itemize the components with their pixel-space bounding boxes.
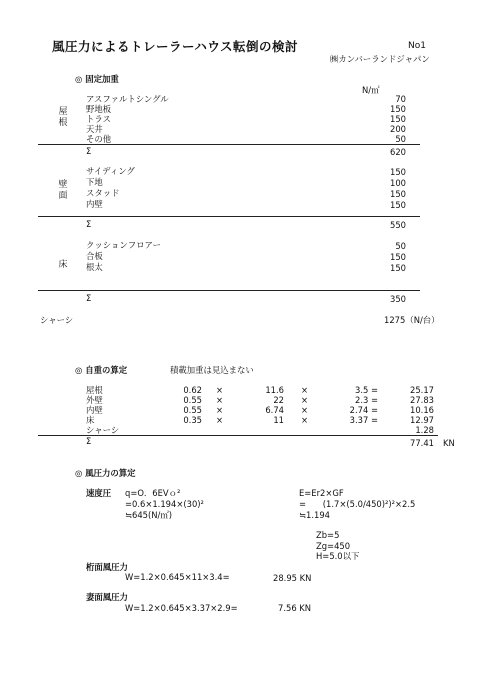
list-item: [86, 241, 161, 249]
multiply-sign: ×: [301, 415, 309, 425]
self-weight-sum: 77.41: [410, 438, 434, 448]
item-value: 200: [390, 124, 406, 134]
table-row-name: 外壁: [86, 395, 103, 405]
e-formula-result: ≒1.194: [299, 510, 331, 520]
factor-c: 3.37 =: [349, 415, 378, 425]
item-name: 天井: [86, 124, 103, 134]
multiply-sign: ×: [301, 385, 309, 395]
item-name: サイディング: [86, 166, 135, 176]
factor-a: 0.55: [183, 405, 202, 415]
zb-value: Zb=5: [316, 530, 340, 540]
chassis-value: 1275（N/台）: [384, 315, 440, 325]
list-item: [86, 263, 103, 271]
item-value: 150: [390, 252, 406, 262]
gable-wind-formula: W=1.2×0.645×3.37×2.9=: [125, 603, 238, 613]
velocity-formula-calc: =0.6×1.194×(30)²: [125, 499, 204, 509]
sum-symbol: Σ: [86, 293, 92, 303]
item-value: 150: [390, 167, 406, 177]
sum-symbol: Σ: [86, 436, 92, 446]
row-result: 1.28: [415, 425, 434, 435]
factor-a: 0.62: [183, 385, 202, 395]
e-formula: E=Er2×GF: [299, 488, 344, 498]
unit-label: N/㎡: [362, 85, 380, 95]
list-item: [86, 95, 169, 103]
factor-c: 2.3 =: [355, 395, 378, 405]
item-value: 100: [390, 178, 406, 188]
item-value: 150: [390, 114, 406, 124]
roof-label: 屋根: [58, 107, 68, 128]
item-value: 150: [390, 104, 406, 114]
floor-label: 床: [58, 260, 68, 270]
fixed-load-heading: ◎ 固定加重: [75, 74, 119, 84]
list-item: [86, 125, 103, 133]
row-result: 12.97: [410, 415, 434, 425]
item-name: その他: [86, 134, 112, 144]
item-value: 70: [395, 94, 406, 104]
item-name: 根太: [86, 262, 103, 272]
list-item: [86, 178, 103, 186]
wind-heading: ◎ 風圧力の算定: [75, 468, 136, 478]
list-item: [86, 252, 103, 260]
multiply-sign: ×: [216, 415, 224, 425]
multiply-sign: ×: [301, 395, 309, 405]
multiply-sign: ×: [216, 395, 224, 405]
sum-symbol: Σ: [86, 146, 92, 156]
row-result: 25.17: [410, 385, 434, 395]
multiply-sign: ×: [216, 385, 224, 395]
item-name: 野地板: [86, 104, 112, 114]
factor-a: 0.55: [183, 395, 202, 405]
divider: [38, 144, 420, 145]
table-row-name: 内壁: [86, 405, 103, 415]
list-item: [86, 167, 135, 175]
floor-sum: 350: [390, 294, 406, 304]
company-name: ㈱カンバーランドジャパン: [330, 54, 430, 64]
sum-symbol: Σ: [86, 219, 92, 229]
h-value: H=5.0以下: [316, 551, 360, 561]
velocity-pressure-label: 速度圧: [86, 488, 112, 498]
eave-wind-label: 桁面風圧力: [86, 562, 128, 572]
item-value: 150: [390, 263, 406, 273]
item-name: アスファルトシングル: [86, 94, 169, 104]
wall-label: 壁面: [58, 180, 68, 201]
divider: [38, 435, 438, 436]
velocity-formula: q=O．6EVｏ²: [125, 488, 181, 498]
page-number: No1: [408, 41, 426, 51]
table-row-name: 屋根: [86, 385, 103, 395]
item-value: 50: [395, 134, 406, 144]
item-value: 150: [390, 189, 406, 199]
item-name: トラス: [86, 114, 111, 124]
list-item: [86, 200, 103, 208]
e-formula-calc: = (1.7×(5.0/450)²)²×2.5: [299, 499, 416, 509]
eave-wind-formula: W=1.2×0.645×11×3.4=: [125, 572, 230, 582]
list-item: [86, 115, 111, 123]
factor-b: 22: [273, 395, 284, 405]
item-name: スタッド: [86, 188, 120, 198]
self-weight-unit: KN: [443, 438, 455, 448]
list-item: [86, 105, 111, 113]
table-row-name: 床: [86, 415, 95, 425]
chassis-label: シャーシ: [40, 315, 74, 325]
item-name: 内壁: [86, 199, 103, 209]
row-result: 27.83: [410, 395, 434, 405]
factor-a: 0.35: [183, 415, 202, 425]
self-weight-note: 積載加重は見込まない: [170, 365, 254, 375]
zg-value: Zg=450: [316, 541, 351, 551]
self-weight-heading: ◎ 自重の算定: [75, 365, 128, 375]
item-name: 下地: [86, 177, 103, 187]
factor-b: 11.6: [265, 385, 284, 395]
gable-wind-label: 妻面風圧力: [86, 592, 128, 602]
multiply-sign: ×: [301, 405, 309, 415]
item-value: 150: [390, 200, 406, 210]
item-name: 合板: [86, 251, 103, 261]
roof-sum: 620: [390, 147, 406, 157]
divider: [38, 290, 420, 291]
divider: [38, 216, 420, 217]
wall-sum: 550: [390, 220, 406, 230]
item-value: 50: [395, 241, 406, 251]
list-item: [86, 189, 120, 197]
factor-c: 2.74 =: [349, 405, 378, 415]
multiply-sign: ×: [216, 405, 224, 415]
factor-b: 6.74: [265, 405, 284, 415]
item-name: クッションフロアー: [86, 240, 161, 250]
table-row-name: シャーシ: [86, 425, 120, 435]
list-item: [86, 135, 111, 143]
factor-c: 3.5 =: [355, 385, 378, 395]
eave-wind-result: 28.95 KN: [273, 573, 312, 583]
document-title: 風圧力によるトレーラーハウス転倒の検討: [52, 39, 299, 54]
factor-b: 11: [273, 415, 284, 425]
gable-wind-result: 7.56 KN: [278, 603, 312, 613]
velocity-formula-result: ≒645(N/㎡): [125, 510, 173, 520]
row-result: 10.16: [410, 405, 434, 415]
